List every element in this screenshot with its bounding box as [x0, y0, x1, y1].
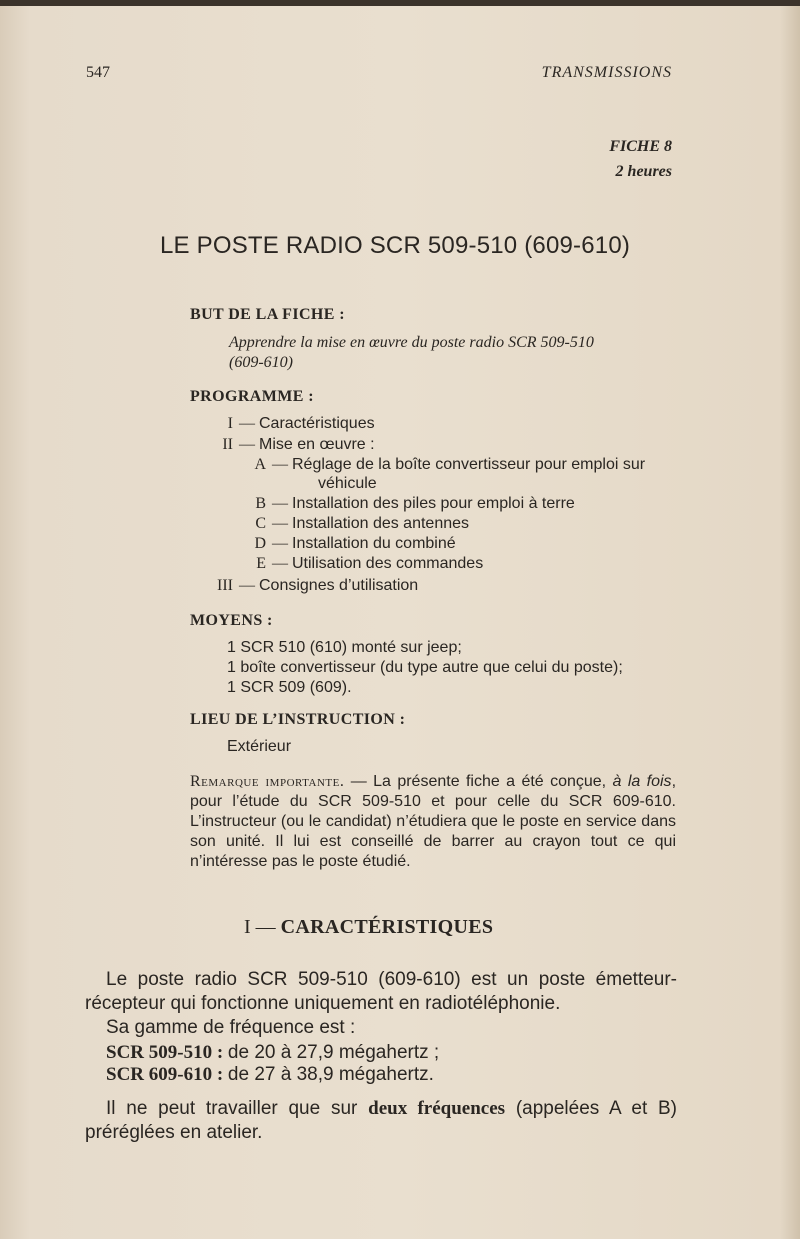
- remarque-paragraph: [190, 772, 676, 872]
- subitem-letter: A: [254, 456, 266, 473]
- remarque-text-b: , pour l’étude du SCR 509-510 et pour celle du SCR 609-610. L’instructeur (ou le candidat) n’étudiera que le poste en service dans son unité. Il lui est conseillé de barrer au crayon tout ce qui n’intéresse pas le poste étudié.: [190, 773, 677, 870]
- remarque-label: Remarque importante.: [190, 773, 345, 790]
- programme-item: [186, 577, 418, 595]
- section-heading: [244, 916, 493, 939]
- lieu-heading: LIEU DE L’INSTRUCTION :: [190, 711, 406, 728]
- fiche-label: FICHE 8: [609, 138, 672, 155]
- subitem-dash: —: [272, 495, 288, 512]
- frequency-line: [106, 1063, 434, 1087]
- subitem-letter: B: [255, 495, 266, 512]
- moyens-line: 1 SCR 509 (609).: [227, 679, 352, 696]
- programme-subitem: [244, 456, 645, 474]
- but-heading: BUT DE LA FICHE :: [190, 306, 345, 323]
- but-line-1: Apprendre la mise en œuvre du poste radio SCR 509-510: [229, 334, 594, 351]
- frequency-sep: :: [212, 1042, 228, 1063]
- subitem-dash: —: [272, 515, 288, 532]
- programme-subitem: [244, 495, 575, 513]
- fiche-block: [609, 134, 672, 184]
- programme-subitem: [244, 555, 483, 573]
- p3-text-a: Il ne peut travailler que sur: [106, 1098, 369, 1119]
- remarque-dash: —: [344, 773, 374, 790]
- programme-item: [193, 436, 375, 454]
- subitem-text: Réglage de la boîte convertisseur pour emploi sur: [292, 456, 646, 473]
- moyens-heading: MOYENS :: [190, 612, 273, 629]
- lieu-value: Extérieur: [227, 738, 292, 755]
- item-dash: —: [239, 436, 255, 453]
- p3-text-b: (appelées A et B) préréglées en atelier.: [85, 1098, 677, 1143]
- programme-item: [193, 415, 375, 433]
- item-number: III: [217, 577, 233, 594]
- subitem-text: Utilisation des commandes: [292, 555, 484, 572]
- subitem-dash: —: [272, 456, 288, 473]
- page-top-edge: [0, 0, 800, 6]
- frequency-range: de 20 à 27,9 mégahertz ;: [227, 1042, 440, 1063]
- subitem-text: Installation des piles pour emploi à terre: [292, 495, 575, 512]
- frequency-range: de 27 à 38,9 mégahertz.: [227, 1064, 434, 1085]
- subitem-dash: —: [272, 555, 288, 572]
- moyens-line: 1 boîte convertisseur (du type autre que celui du poste);: [227, 659, 623, 676]
- item-dash: —: [239, 415, 255, 432]
- subitem-text: Installation du combiné: [292, 535, 456, 552]
- page-number: 547: [86, 64, 110, 81]
- remarque-text-a: La présente fiche a été conçue,: [373, 773, 613, 790]
- subitem-letter: C: [255, 515, 266, 532]
- section-title: CARACTÉRISTIQUES: [280, 916, 494, 938]
- running-head: TRANSMISSIONS: [541, 64, 672, 81]
- body-paragraph-2: Sa gamme de fréquence est :: [106, 1017, 356, 1038]
- but-line-2: (609-610): [229, 354, 293, 371]
- subitem-letter: D: [254, 535, 266, 552]
- frequency-model: SCR 609-610: [106, 1064, 213, 1085]
- item-number: II: [222, 436, 233, 453]
- page-title: LE POSTE RADIO SCR 509-510 (609-610): [160, 232, 631, 259]
- moyens-line: 1 SCR 510 (610) monté sur jeep;: [227, 639, 462, 656]
- frequency-sep: :: [212, 1064, 228, 1085]
- programme-heading: PROGRAMME :: [190, 388, 314, 405]
- subitem-dash: —: [272, 535, 288, 552]
- subitem-letter: E: [256, 555, 266, 572]
- item-text: Consignes d’utilisation: [259, 577, 419, 594]
- programme-subitem: [244, 535, 456, 553]
- item-text: Mise en œuvre :: [259, 436, 375, 453]
- remarque-italic: à la fois: [612, 773, 672, 790]
- fiche-duration: 2 heures: [615, 163, 672, 180]
- programme-subitem: [244, 515, 469, 533]
- p3-bold: deux fréquences: [368, 1098, 506, 1119]
- item-text: Caractéristiques: [259, 415, 375, 432]
- section-number: I —: [244, 916, 276, 938]
- subitem-continuation: véhicule: [318, 475, 377, 492]
- item-number: I: [227, 415, 233, 432]
- frequency-line: [106, 1041, 439, 1065]
- subitem-text: Installation des antennes: [292, 515, 470, 532]
- item-dash: —: [239, 577, 255, 594]
- body-paragraph-1: Le poste radio SCR 509-510 (609-610) est un poste émetteur-récepteur qui fonctionne uniquement en radiotéléphonie.: [85, 969, 677, 1014]
- body-paragraph-3: [85, 1097, 677, 1145]
- frequency-model: SCR 509-510: [106, 1042, 213, 1063]
